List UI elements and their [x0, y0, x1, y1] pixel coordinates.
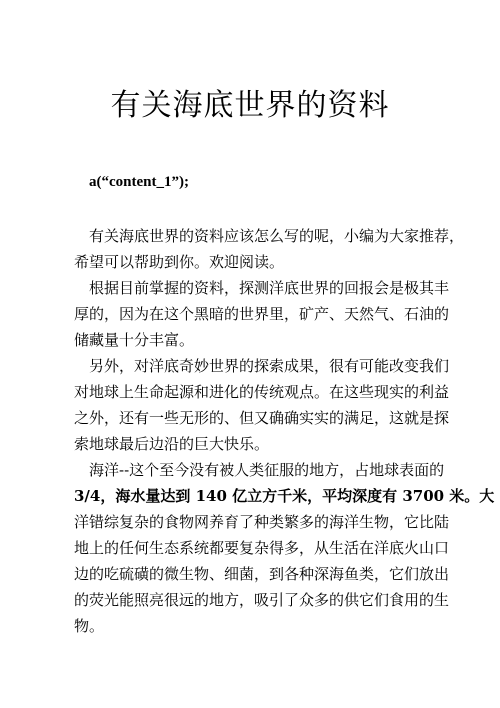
article-body	[74, 223, 495, 639]
text-line: 的荧光能照亮很远的地方，吸引了众多的供它们食用的生	[74, 591, 450, 609]
text-line: 储藏量十分丰富。	[74, 331, 195, 349]
paragraph-intro	[74, 223, 465, 275]
page-title: 有关海底世界的资料	[110, 88, 390, 123]
paragraph-resources	[74, 275, 450, 353]
text-line: 希望可以帮助到你。欢迎阅读。	[74, 253, 285, 271]
text-line: 3/4，海水量达到 140 亿立方千米，平均深度有 3700 米。大	[74, 487, 495, 505]
text-line: 对地球上生命起源和进化的传统观点。在这些现实的利益	[74, 383, 450, 401]
text-line: 另外，对洋底奇妙世界的探索成果，很有可能改变我们	[89, 357, 450, 375]
paragraph-ocean	[74, 457, 495, 639]
paragraph-exploration	[74, 353, 450, 457]
text-line: 索地球最后边沿的巨大快乐。	[74, 435, 270, 453]
text-line: 之外，还有一些无形的、但又确确实实的满足，这就是探	[74, 409, 450, 427]
text-line: 地上的任何生态系统都要复杂得多，从生活在洋底火山口	[74, 539, 450, 557]
text-line: 洋错综复杂的食物网养育了种类繁多的海洋生物，它比陆	[74, 513, 450, 531]
text-line: 厚的，因为在这个黑暗的世界里，矿产、天然气、石油的	[74, 305, 450, 323]
text-line: 海洋--这个至今没有被人类征服的地方，占地球表面的	[89, 461, 445, 479]
text-line: 物。	[74, 617, 105, 635]
text-line: 边的吃硫磺的微生物、细菌，到各种深海鱼类，它们放出	[74, 565, 450, 583]
text-line: 根据目前掌握的资料，探测洋底世界的回报会是极其丰	[89, 279, 450, 297]
text-line: 有关海底世界的资料应该怎么写的呢，小编为大家推荐，	[89, 227, 465, 245]
code-snippet: a(“content_1”);	[89, 174, 189, 190]
